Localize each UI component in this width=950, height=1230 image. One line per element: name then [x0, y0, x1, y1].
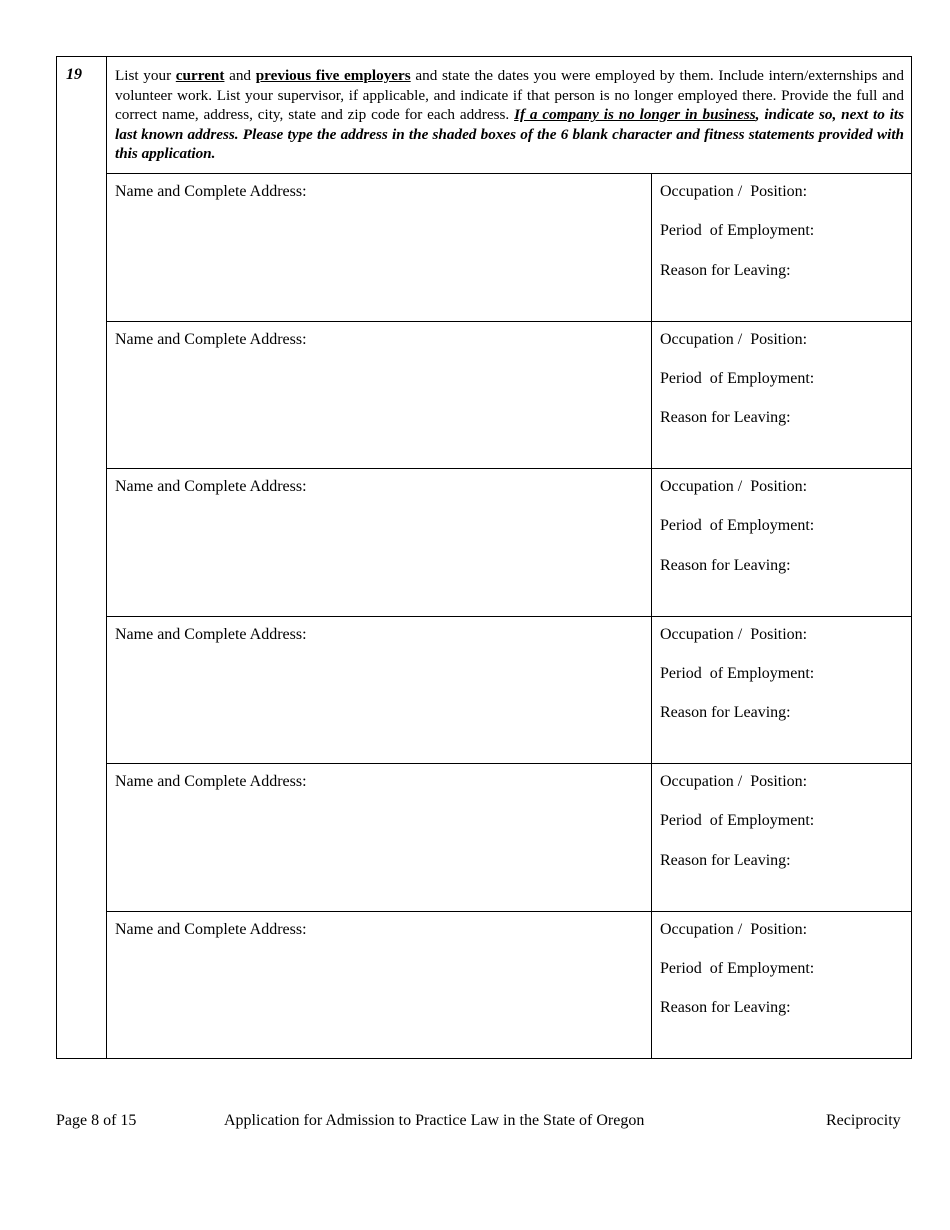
employer-details — [652, 912, 912, 1060]
address-label: Name and Complete Address: — [115, 478, 307, 495]
employer-details — [652, 322, 912, 469]
instructions-current-emphasis: current — [175, 67, 225, 84]
employer-details — [652, 617, 912, 764]
employer-row — [107, 617, 912, 765]
employer-row — [107, 764, 912, 912]
application-type: Reciprocity — [826, 1112, 901, 1129]
instructions-previous-emphasis: previous five employers — [255, 67, 411, 84]
occupation-field[interactable]: Occupation / Position: — [660, 773, 808, 790]
employer-details — [652, 469, 912, 616]
reason-field[interactable]: Reason for Leaving: — [660, 999, 791, 1017]
address-label: Name and Complete Address: — [115, 183, 307, 200]
occupation-field[interactable]: Occupation / Position: — [660, 625, 808, 643]
address-label: Name and Complete Address: — [115, 773, 307, 790]
instructions-bold-italic-text: , indicate so, next to its last known address. Please type the address in the shaded boxes of the 6 blank character and fitness statements provided with this application. — [115, 106, 904, 163]
occupation-field[interactable]: Occupation / Position: — [660, 183, 808, 200]
occupation-field[interactable]: Occupation / Position: — [660, 478, 808, 495]
instructions-text: and state the dates you were employed by them. Include intern/externships and volunteer work. List your supervisor, if applicable, and indicate if that person is no longer employed there. Provide the full and correct name, address, city, state and zip code for each address. — [115, 67, 904, 124]
reason-field[interactable]: Reason for Leaving: — [660, 851, 791, 869]
period-field[interactable]: Period of Employment: — [660, 812, 815, 830]
document-title: Application for Admission to Practice Law in the State of Oregon — [224, 1112, 645, 1129]
instructions-text: List your — [115, 67, 176, 84]
period-field[interactable]: Period of Employment: — [660, 369, 815, 387]
employer-address-field[interactable] — [107, 174, 652, 321]
employer-row — [107, 469, 912, 617]
reason-field[interactable]: Reason for Leaving: — [660, 556, 791, 574]
employer-address-field[interactable] — [107, 469, 652, 616]
employer-address-field[interactable] — [107, 322, 652, 469]
employer-details — [652, 764, 912, 911]
occupation-field[interactable]: Occupation / Position: — [660, 330, 808, 348]
employment-form — [56, 56, 912, 1059]
page-number: Page 8 of 15 — [56, 1112, 137, 1129]
reason-field[interactable]: Reason for Leaving: — [660, 409, 791, 427]
employer-row — [107, 174, 912, 322]
reason-field[interactable]: Reason for Leaving: — [660, 261, 791, 279]
employer-address-field[interactable] — [107, 912, 652, 1060]
instructions-business-emphasis: If a company is no longer in business — [514, 106, 756, 124]
period-field[interactable]: Period of Employment: — [660, 222, 815, 240]
occupation-field[interactable]: Occupation / Position: — [660, 920, 808, 938]
question-instructions — [107, 57, 912, 174]
employer-address-field[interactable] — [107, 617, 652, 764]
period-field[interactable]: Period of Employment: — [660, 959, 815, 977]
address-label: Name and Complete Address: — [115, 330, 307, 348]
employer-row — [107, 912, 912, 1060]
instructions-text: and — [224, 67, 256, 84]
employer-details — [652, 174, 912, 321]
question-number-column — [57, 57, 107, 1058]
employer-address-field[interactable] — [107, 764, 652, 911]
reason-field[interactable]: Reason for Leaving: — [660, 704, 791, 722]
question-number: 19 — [66, 66, 82, 83]
period-field[interactable]: Period of Employment: — [660, 517, 815, 535]
employer-row — [107, 322, 912, 470]
address-label: Name and Complete Address: — [115, 625, 307, 643]
period-field[interactable]: Period of Employment: — [660, 664, 815, 682]
address-label: Name and Complete Address: — [115, 920, 307, 938]
employer-rows — [107, 174, 912, 1059]
